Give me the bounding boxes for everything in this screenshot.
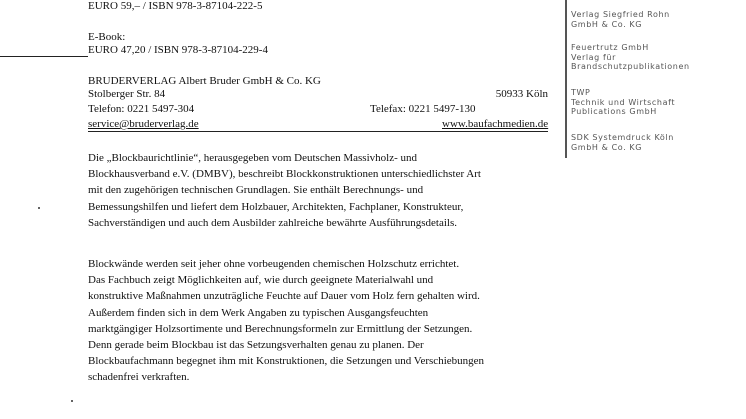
publisher-email-link[interactable]: service@bruderverlag.de bbox=[88, 118, 199, 130]
sidebar-line: Brandschutzpublikationen bbox=[571, 62, 690, 71]
text-line: Blockhausverband e.V. (DMBV), beschreibt Blockkonstruktionen unterschiedlichster Art bbox=[88, 168, 481, 181]
sidebar-line: Verlag Siegfried Rohn bbox=[571, 10, 670, 19]
text-line: Blockbaufachmann begegnet ihm mit Konstruktionen, die Setzungen und Verschiebungen bbox=[88, 355, 485, 368]
text-line: Außerdem finden sich in dem Werk Angaben zu typischen Ausgangsfeuchten bbox=[88, 306, 429, 319]
text-line: Denn gerade beim Blockbau ist das Setzungsverhalten genau zu planen. Der bbox=[88, 339, 424, 352]
bullet-dot bbox=[38, 207, 40, 209]
sidebar-group-rohn bbox=[571, 10, 670, 29]
ebook-price: EURO 47,20 / ISBN 978-3-87104-229-4 bbox=[88, 44, 268, 56]
divider-rule bbox=[0, 56, 88, 57]
description-paragraph-1 bbox=[88, 150, 558, 231]
sidebar-line: Feuertrutz GmbH bbox=[571, 43, 649, 52]
sidebar-line: GmbH & Co. KG bbox=[571, 142, 643, 152]
text-line: konstruktive Maßnahmen unzuträgliche Feuchte auf Dauer vom Holz fern gehalten wird. bbox=[88, 290, 480, 303]
publisher-name: BRUDERVERLAG Albert Bruder GmbH & Co. KG bbox=[88, 75, 321, 87]
text-line: Das Fachbuch zeigt Möglichkeiten auf, wie durch geeignete Materialwahl und bbox=[88, 274, 434, 287]
text-line: marktgängiger Holzsortimente und Berechnungsformeln zur Ermittlung der Setzungen. bbox=[88, 322, 473, 335]
sidebar-group-feuertrutz bbox=[571, 43, 690, 72]
sidebar-rule bbox=[565, 0, 567, 158]
sidebar-line: Technik und Wirtschaft bbox=[571, 97, 676, 107]
publisher-website-link[interactable]: www.baufachmedien.de bbox=[442, 118, 549, 130]
text-line: schadenfrei verkraften. bbox=[88, 371, 190, 384]
text-line: mit den zugehörigen technischen Grundlagen. Sie enthält Berechnungs- und bbox=[88, 184, 424, 197]
text-line: Bemessungshilfen und liefert dem Holzbauer, Architekten, Fachplaner, Konstrukteur, bbox=[88, 200, 464, 213]
sidebar-line: Verlag für bbox=[571, 52, 616, 62]
sidebar-line: SDK Systemdruck Köln bbox=[571, 133, 674, 142]
address-rule bbox=[88, 131, 548, 132]
publisher-city: 50933 Köln bbox=[495, 88, 548, 100]
sidebar-line: Publications GmbH bbox=[571, 107, 657, 116]
sidebar-group-sdk bbox=[571, 133, 674, 152]
publisher-fax: Telefax: 0221 5497-130 bbox=[370, 103, 476, 115]
description-paragraph-2 bbox=[88, 256, 558, 386]
print-price: EURO 59,– / ISBN 978-3-87104-222-5 bbox=[88, 0, 263, 12]
publisher-street: Stolberger Str. 84 bbox=[88, 88, 166, 100]
bullet-dot bbox=[71, 400, 73, 402]
publisher-phone: Telefon: 0221 5497-304 bbox=[88, 103, 195, 115]
text-line: Blockwände werden seit jeher ohne vorbeugenden chemischen Holzschutz errichtet. bbox=[88, 258, 460, 270]
text-line: Sachverständigen und auch dem Ausbilder zahlreiche bewährte Ausführungsdetails. bbox=[88, 216, 457, 229]
sidebar-line: TWP bbox=[571, 88, 591, 97]
sidebar-group-twp bbox=[571, 88, 675, 117]
ebook-label: E-Book: bbox=[88, 31, 126, 43]
sidebar-line: GmbH & Co. KG bbox=[571, 19, 643, 29]
text-line: Die „Blockbaurichtlinie“, herausgegeben vom Deutschen Massivholz- und bbox=[88, 152, 417, 164]
